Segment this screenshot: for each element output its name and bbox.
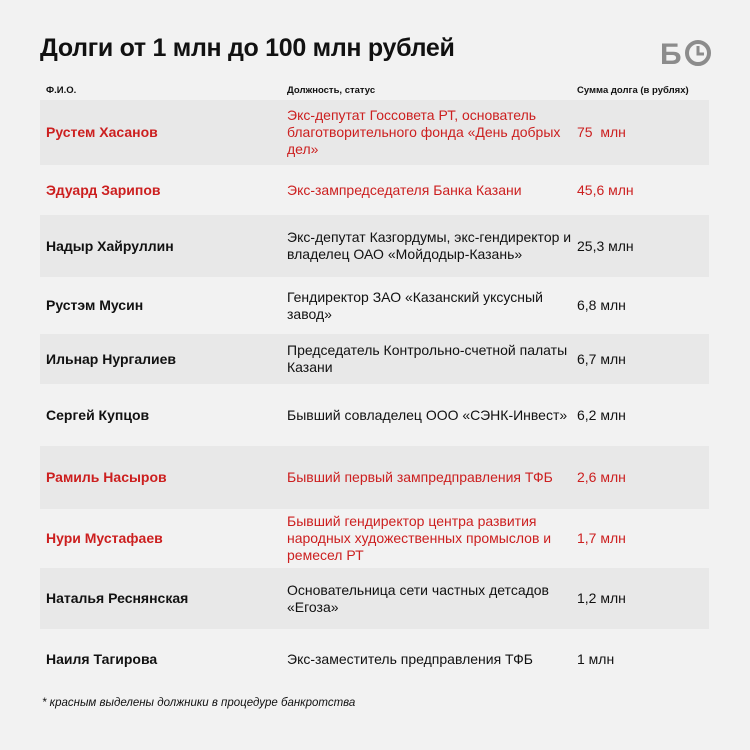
- page-title: Долги от 1 млн до 100 млн рублей: [40, 34, 455, 62]
- debt-amount: 1 млн: [577, 650, 615, 667]
- table-row: [40, 568, 709, 629]
- bo-logo: [660, 37, 712, 67]
- table-row: [40, 215, 709, 277]
- debtor-name: Рустем Хасанов: [46, 124, 158, 140]
- debtor-position: Экс-зампредседателя Банка Казани: [287, 181, 522, 198]
- debtor-position: Гендиректор ЗАО «Казанский уксусный завод»: [287, 288, 543, 322]
- table-row: [40, 446, 709, 509]
- debt-amount: 2,6 млн: [577, 469, 626, 485]
- debtor-name: Наталья Реснянская: [46, 590, 189, 606]
- debtor-position: Бывший гендиректор центра развития народных художественных промыслов и ремесел РТ: [287, 513, 552, 563]
- debtor-name: Рустэм Мусин: [46, 297, 144, 313]
- debtor-name: Надыр Хайруллин: [46, 237, 174, 254]
- table-row: [40, 334, 709, 384]
- debtor-position: Экс-депутат Казгордумы, экс-гендиректор и владелец ОАО «Мойдодыр-Казань»: [287, 229, 572, 262]
- debt-amount: 25,3 млн: [577, 237, 634, 254]
- column-header-position: Должность, статус: [287, 85, 376, 96]
- column-header-amount: Сумма долга (в рублях): [577, 85, 689, 96]
- table-row: [40, 165, 709, 215]
- debtor-name: Ильнар Нургалиев: [46, 350, 177, 367]
- debtor-name: Наиля Тагирова: [46, 650, 158, 667]
- table-row: [40, 629, 709, 689]
- debtor-position: Экс-депутат Госсовета РТ, основатель благотворительного фонда «День добрых дел»: [287, 107, 561, 157]
- debt-amount: 6,7 млн: [577, 350, 626, 367]
- debtor-name: Эдуард Зарипов: [46, 181, 161, 198]
- table-row: [40, 100, 709, 165]
- debt-amount: 1,2 млн: [577, 590, 626, 606]
- table-header: [40, 82, 710, 98]
- table-row: [40, 277, 709, 334]
- debtor-name: Нури Мустафаев: [46, 530, 163, 546]
- debtor-name: Рамиль Насыров: [46, 469, 167, 485]
- debtor-position: Основательница сети частных детсадов «Егоза»: [287, 581, 549, 615]
- debtor-position: Бывший совладелец ООО «СЭНК-Инвест»: [287, 406, 568, 423]
- debt-amount: 6,2 млн: [577, 406, 626, 423]
- table-row: [40, 509, 709, 568]
- debtor-position: Экс-заместитель предправления ТФБ: [287, 650, 533, 667]
- column-header-name: Ф.И.О.: [46, 85, 77, 96]
- debt-amount: 75 млн: [577, 124, 626, 140]
- debtor-position: Председатель Контрольно-счетной палаты Казани: [287, 342, 568, 375]
- footnote: * красным выделены должники в процедуре банкротства: [42, 697, 356, 709]
- debt-amount: 45,6 млн: [577, 181, 634, 198]
- debtors-table: [40, 100, 709, 689]
- bo-logo-text: Б: [660, 38, 682, 67]
- debt-amount: 1,7 млн: [577, 530, 626, 546]
- debtor-position: Бывший первый зампредправления ТФБ: [287, 469, 553, 485]
- table-row: [40, 384, 709, 446]
- debt-amount: 6,8 млн: [577, 297, 626, 313]
- debtor-name: Сергей Купцов: [46, 406, 150, 423]
